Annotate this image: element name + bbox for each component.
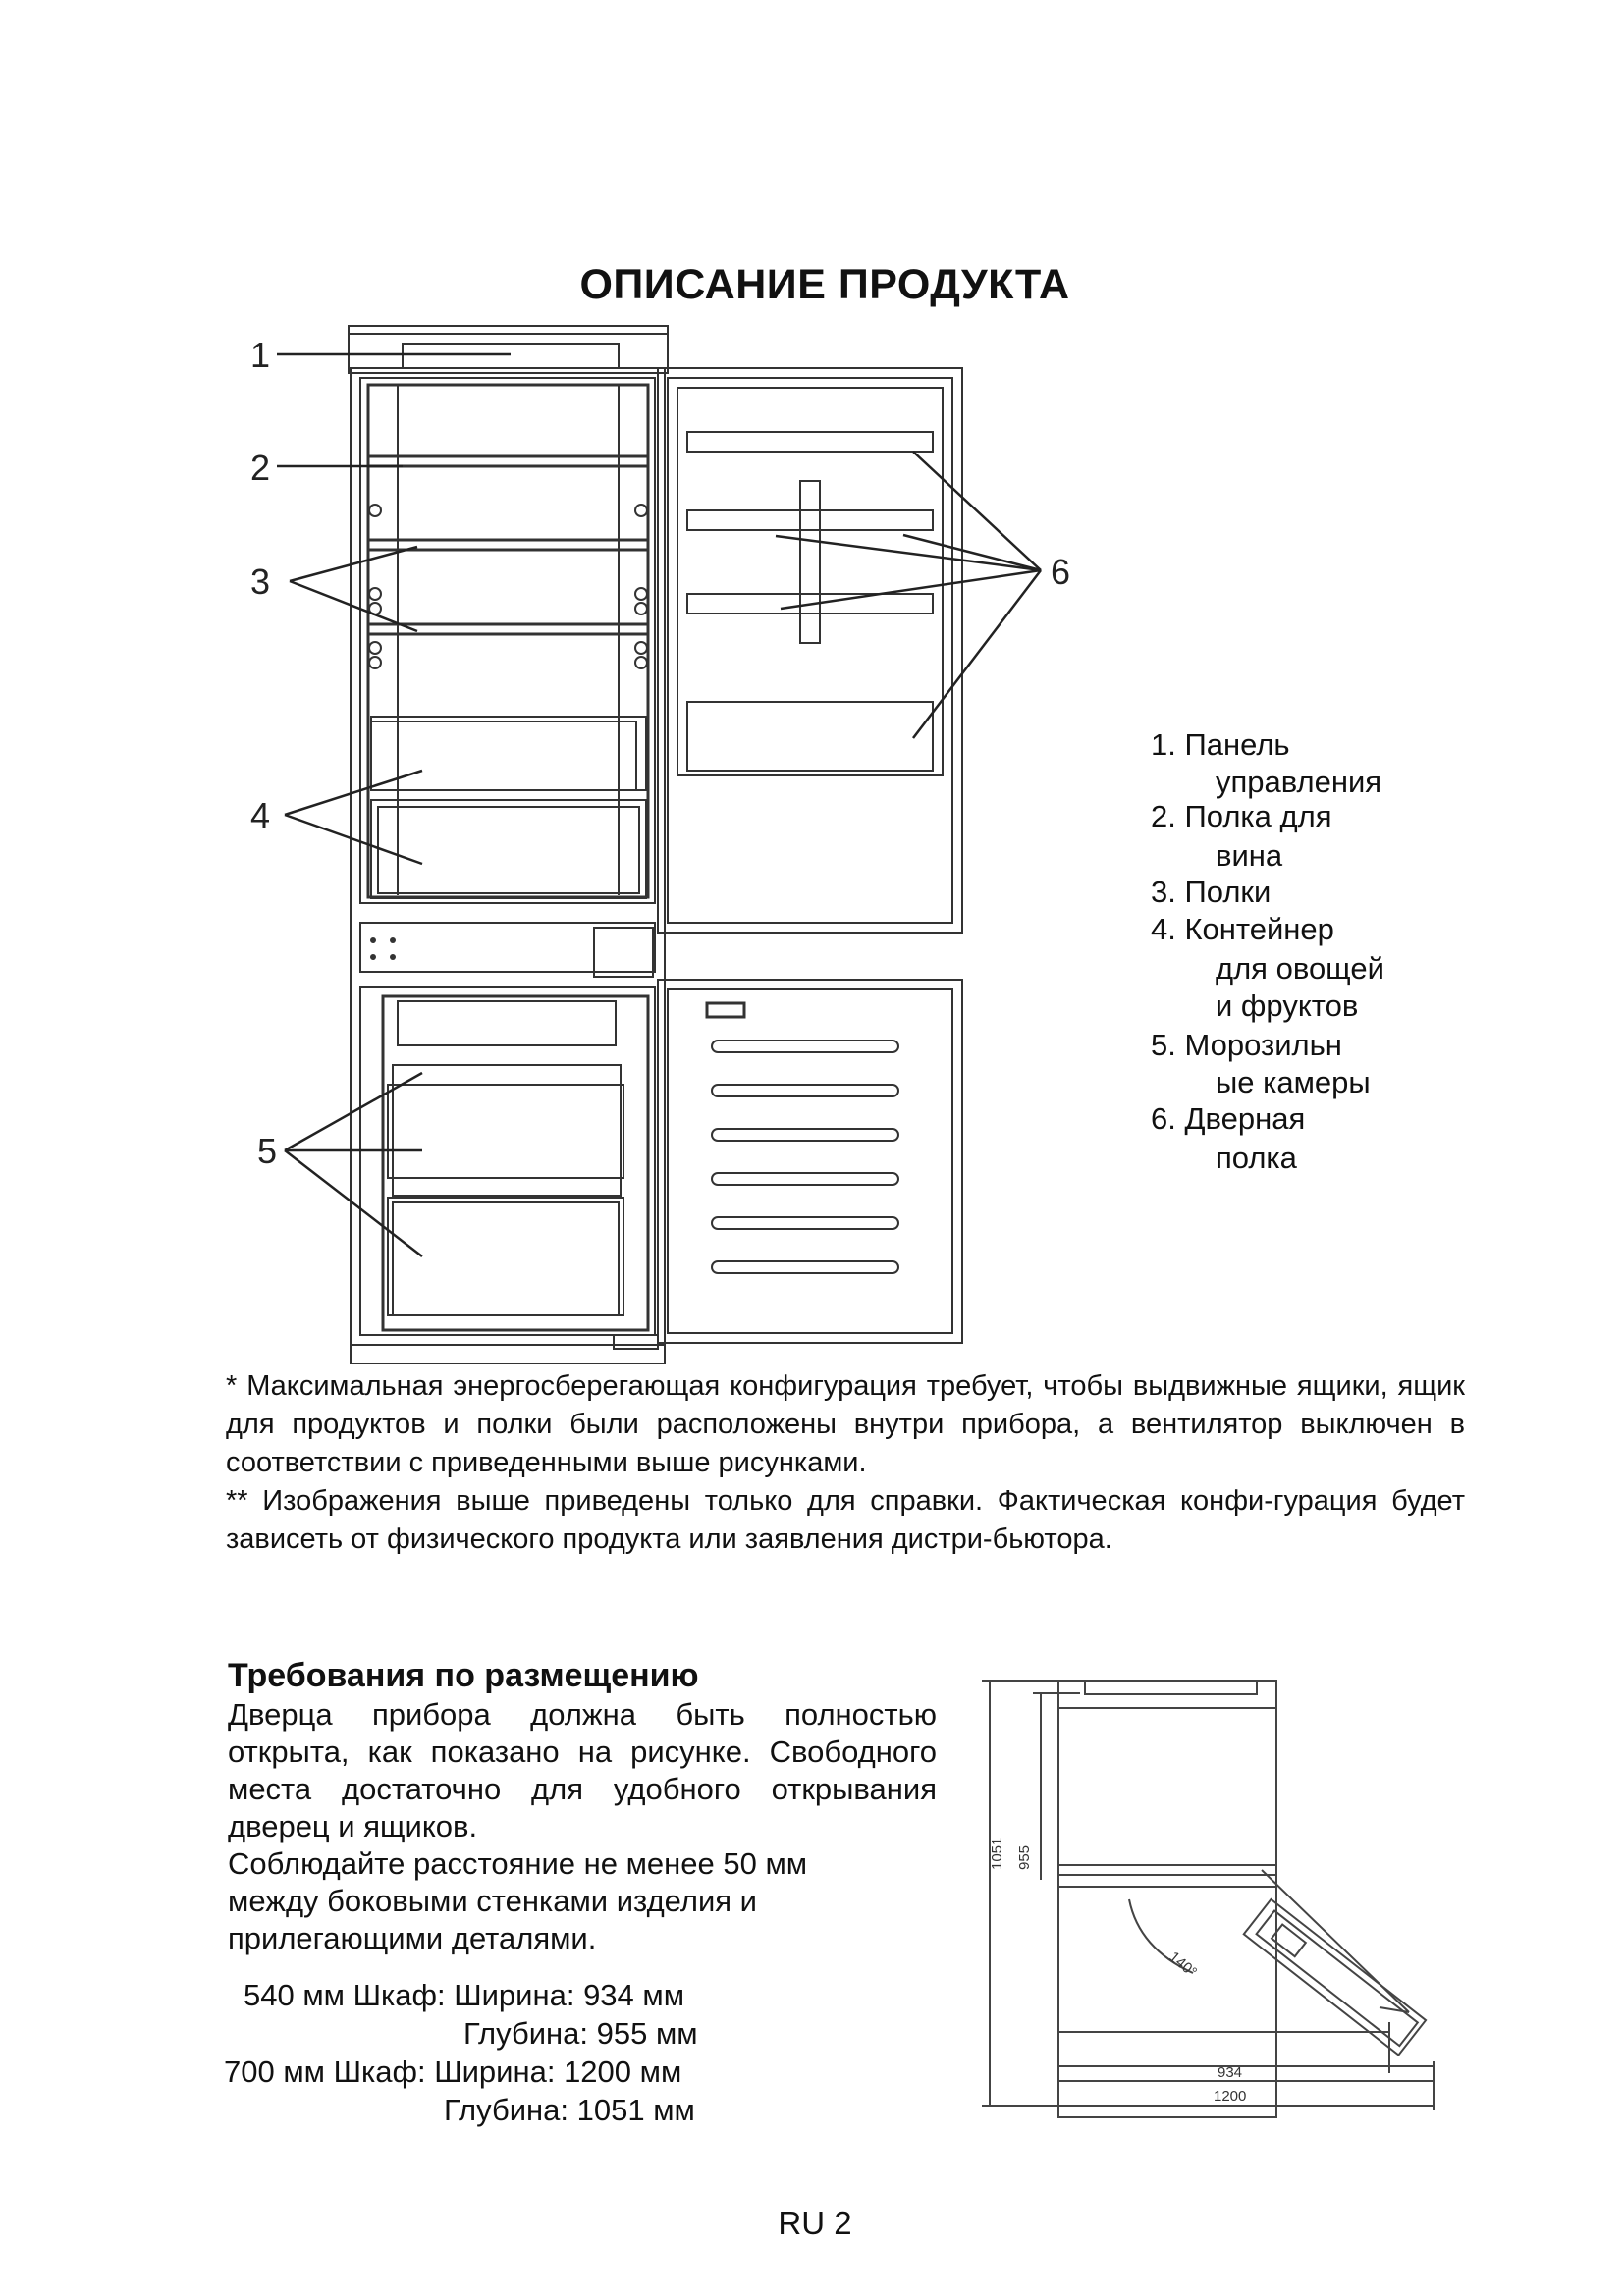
callout-5: 5 bbox=[257, 1131, 278, 1171]
callout-1: 1 bbox=[250, 335, 271, 375]
legend-num: 6. bbox=[1151, 1101, 1176, 1136]
legend-cont-2: вина bbox=[1216, 838, 1283, 873]
dimensions bbox=[196, 1976, 727, 2129]
note-1: * Максимальная энергосберегающая конфигурация требует, чтобы выдвижные ящики, ящик для продуктов и полки были расположены внутри прибора, а вентилятор выключен в соответствии с приведенными выше рисунками. bbox=[226, 1370, 1465, 1478]
plan-label-angle: 140° bbox=[1165, 1949, 1201, 1982]
callout-6: 6 bbox=[1051, 552, 1071, 592]
legend-text: Морозильн bbox=[1184, 1028, 1342, 1062]
plan-label-955: 955 bbox=[1016, 1844, 1033, 1870]
legend-item-5 bbox=[1151, 1027, 1342, 1064]
plan-label-1051: 1051 bbox=[989, 1837, 1005, 1870]
dim-row-3: 700 мм Шкаф: Ширина: 1200 мм bbox=[224, 2055, 682, 2089]
legend-item-4 bbox=[1151, 911, 1334, 948]
page-title: ОПИСАНИЕ ПРОДУКТА bbox=[579, 261, 1070, 308]
legend-item-3 bbox=[1151, 874, 1271, 911]
placement-para-1: Дверца прибора должна быть полностью открыта, как показано на рисунке. Свободного места достаточно для удобного открывания дверец и ящиков. bbox=[228, 1697, 937, 1843]
legend-num: 5. bbox=[1151, 1028, 1176, 1062]
fridge-diagram bbox=[226, 314, 1208, 1364]
dim-row-4: Глубина: 1051 мм bbox=[444, 2093, 695, 2127]
legend-text: Контейнер bbox=[1184, 912, 1334, 946]
plan-label-934: 934 bbox=[1218, 2064, 1243, 2081]
legend-cont-4b: и фруктов bbox=[1216, 988, 1359, 1023]
plan-label-1200: 1200 bbox=[1214, 2088, 1247, 2105]
callout-2: 2 bbox=[250, 448, 271, 488]
callout-3: 3 bbox=[250, 561, 271, 602]
note-2: ** Изображения выше приведены только для справки. Фактическая конфи-гурация будет зависеть от физического продукта или заявления дистри-бьютора. bbox=[226, 1485, 1465, 1555]
legend-item-6 bbox=[1151, 1100, 1305, 1138]
page-number: RU 2 bbox=[778, 2205, 852, 2241]
legend-item-1 bbox=[1151, 726, 1290, 764]
legend-num: 4. bbox=[1151, 912, 1176, 946]
legend-num: 2. bbox=[1151, 799, 1176, 833]
legend-cont-5: ые камеры bbox=[1216, 1065, 1371, 1099]
section-title: Требования по размещению bbox=[228, 1657, 699, 1694]
callout-4: 4 bbox=[250, 795, 271, 835]
legend-text: Дверная bbox=[1184, 1101, 1306, 1136]
placement-text bbox=[228, 1696, 937, 1957]
placement-para-2: Соблюдайте расстояние не менее 50 мм между боковыми стенками изделия и прилегающими деталями. bbox=[228, 1846, 808, 1955]
notes bbox=[226, 1367, 1465, 1559]
legend-num: 1. bbox=[1151, 727, 1176, 762]
dim-row-2: Глубина: 955 мм bbox=[463, 2016, 698, 2051]
legend-item-2 bbox=[1151, 798, 1331, 835]
legend-text: Панель bbox=[1184, 727, 1290, 762]
legend-cont-6: полка bbox=[1216, 1141, 1297, 1175]
dim-row-1: 540 мм Шкаф: Ширина: 934 мм bbox=[244, 1978, 685, 2012]
legend-cont-4a: для овощей bbox=[1216, 951, 1384, 986]
legend-text: Полки bbox=[1184, 875, 1272, 909]
legend-text: Полка для bbox=[1184, 799, 1332, 833]
legend-num: 3. bbox=[1151, 875, 1176, 909]
plan-view-diagram bbox=[982, 1669, 1453, 2130]
legend-cont-1: управления bbox=[1216, 765, 1382, 799]
